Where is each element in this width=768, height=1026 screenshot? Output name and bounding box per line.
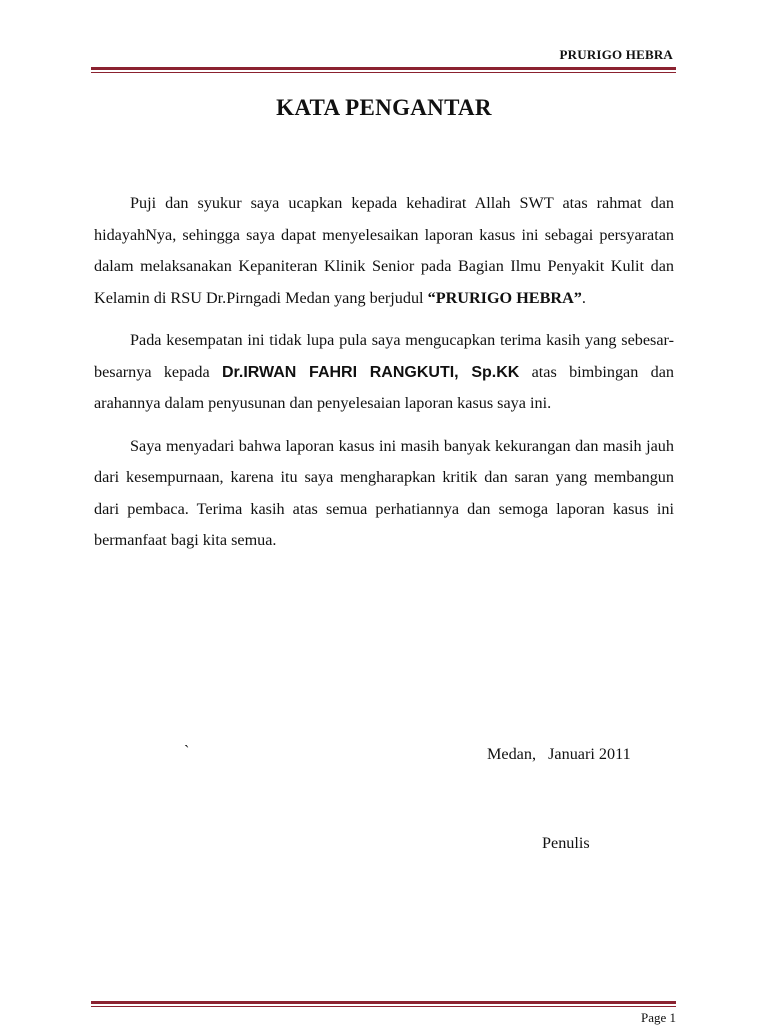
paragraph-2-text: Pada kesempatan ini tidak lupa pula saya mengucapkan terima kasih yang sebesar-besarnya kepada (94, 331, 674, 381)
paragraph-2 (94, 325, 674, 420)
paragraph-1-end: . (581, 288, 586, 307)
footer-rule-thick (91, 1001, 676, 1004)
paragraph-2-end: atas bimbingan dan arahannya dalam penyusunan dan penyelesaian laporan kasus saya ini. (94, 362, 674, 412)
paragraph-3 (94, 431, 674, 557)
running-header-title: PRURIGO HEBRA (559, 47, 673, 62)
page-title: KATA PENGANTAR (276, 95, 492, 120)
paragraph-1-text: Puji dan syukur saya ucapkan kepada kehadirat Allah SWT atas rahmat dan hidayahNya, sehingga saya dapat menyelesaikan laporan kasus ini sebagai persyaratan dalam melaksanakan Kepaniteran Klinik Senior pada Bagian Ilmu Penyakit Kulit dan Kelamin di RSU Dr.Pirngadi Medan yang berjudul (94, 194, 674, 307)
paragraph-1 (94, 188, 674, 314)
stray-tick-mark: ` (184, 743, 190, 760)
report-title-bold: “PRURIGO HEBRA” (427, 288, 582, 307)
author-signature-label: Penulis (542, 834, 590, 852)
body-text (94, 188, 674, 568)
footer-rule (91, 1001, 676, 1007)
place-date: Medan, Januari 2011 (487, 745, 631, 763)
header-rule (91, 67, 676, 73)
paragraph-3-text: Saya menyadari bahwa laporan kasus ini masih banyak kekurangan dan masih jauh dari kesempurnaan, karena itu saya mengharapkan kritik dan saran yang membangun dari pembaca. Terima kasih atas semua perhatiannya dan semoga laporan kasus ini bermanfaat bagi kita semua. (94, 436, 674, 549)
header-rule-thin (91, 72, 676, 73)
page-number: Page 1 (640, 1010, 676, 1025)
header-rule-thick (91, 67, 676, 70)
supervisor-name-bold: Dr.IRWAN FAHRI RANGKUTI, Sp.KK (221, 363, 520, 381)
footer-rule-thin (91, 1006, 676, 1007)
